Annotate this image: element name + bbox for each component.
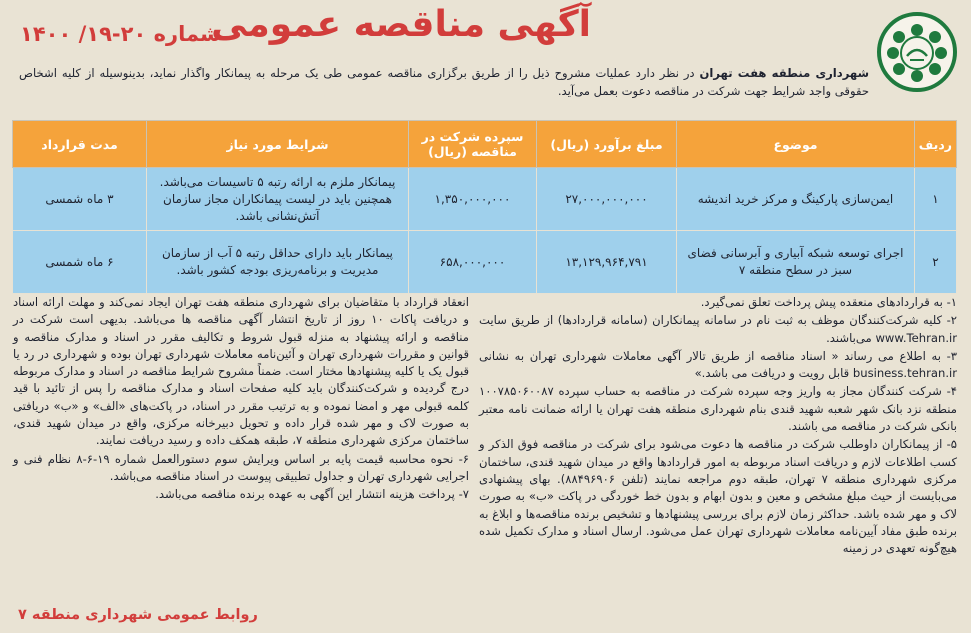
conditions-column-right	[479, 294, 957, 558]
public-relations-signature: روابط عمومی شهرداری منطقه ۷	[18, 607, 258, 623]
notice-number: شماره ۲۰-۱۹/ ۱۴۰۰	[20, 22, 221, 46]
header-index: ردیف	[915, 121, 957, 168]
cell-estimate: ۲۷,۰۰۰,۰۰۰,۰۰۰	[537, 168, 677, 231]
condition-item: ۶- نحوه محاسبه قیمت پایه بر اساس ویرایش سوم دستورالعمل شماره ۱۹-۶-۸ نظام فنی و اجرایی شهرداری تهران و جداول تطبیقی پیوست در اسناد مناقصه می‌باشد.	[13, 451, 469, 483]
cell-subject: اجرای توسعه شبکه آبیاری و آبرسانی فضای سبز در سطح منطقه ۷	[677, 231, 915, 294]
cell-duration: ۳ ماه شمسی	[13, 168, 147, 231]
cell-conditions: پیمانکار ملزم به ارائه رتبه ۵ تاسیسات می‌باشد. همچنین باید در لیست پیمانکاران مجاز سازمان آتش‌نشانی باشد.	[147, 168, 409, 231]
condition-item: ۷- پرداخت هزینه انتشار این آگهی به عهده برنده مناقصه می‌باشد.	[155, 487, 469, 502]
condition-item: ۱- به قراردادهای منعقده پیش پرداخت تعلق نمی‌گیرد.	[700, 295, 957, 309]
condition-item: ۴- شرکت کنندگان مجاز به واریز وجه سپرده شرکت در مناقصه به حساب سپرده ۱۰۰۷۸۵۰۶۰۰۸۷ منطقه نزد بانک شهر شعبه شهید قندی بنام شهرداری منطقه هفت تهران یا ارائه ضمانت نامه معتبر بانکی شرکت در مناقصه می باشند.	[479, 384, 957, 434]
condition-item: ۳- به اطلاع می رساند « اسناد مناقصه از طریق تالار آگهی معاملات شهرداری تهران به نشانی business.tehran.ir قابل رویت و دریافت می باشد.»	[479, 348, 957, 381]
cell-index: ۲	[915, 231, 957, 294]
header-conditions: شرایط مورد نیاز	[147, 121, 409, 168]
cell-deposit: ۶۵۸,۰۰۰,۰۰۰	[409, 231, 537, 294]
header-subject: موضوع	[677, 121, 915, 168]
table-row	[13, 168, 957, 231]
condition-item: ۲- کلیه شرکت‌کنندگان موظف به ثبت نام در سامانه پیمانکاران (سامانه قراردادها) از طریق سایت www.Tehran.ir می‌باشند.	[479, 313, 957, 345]
cell-conditions: پیمانکار باید دارای حداقل رتبه ۵ آب از سازمان مدیریت و برنامه‌ریزی بودجه کشور باشد.	[147, 231, 409, 294]
tehran-municipality-logo-icon	[877, 12, 957, 92]
cell-duration: ۶ ماه شمسی	[13, 231, 147, 294]
intro-text: در نظر دارد عملیات مشروح ذیل را از طریق برگزاری مناقصه عمومی طی یک مرحله به پیمانکار واگذار نماید، بدینوسیله از کلیه اشخاص حقوقی واجد شرایط جهت شرکت در مناقصه دعوت بعمل می‌آید.	[19, 66, 869, 98]
table-header-row	[13, 121, 957, 168]
cell-index: ۱	[915, 168, 957, 231]
table-row	[13, 231, 957, 294]
cell-subject: ایمن‌سازی پارکینگ و مرکز خرید اندیشه	[677, 168, 915, 231]
condition-item: انعقاد قرارداد با متقاضیان برای شهرداری منطقه هفت تهران ایجاد نمی‌کند و مهلت ارائه اسناد و دریافت پاکات ۱۰ روز از تاریخ انتشار آگهی مناقصه ها می‌باشد. بدیهی است شرکت در مناقصه و ارائه پیشنهاد به منزله قبول شروط و تکالیف مقرر در اسناد و مدارک مناقصه و قوانین و مقررات شهرداری تهران و آئین‌نامه معاملات شهرداری تهران بوده و شهرداری در رد یا قبول یک یا کلیه پیشنهادها مختار است. ضمناً مشروح شرایط مناقصه در اسناد و مدارک مربوطه درج گردیده و شرکت‌کنندگان باید کلیه صفحات اسناد و مدارک مناقصه را پس از تائید با قید کلمه قبولی مهر و امضا نموده و به ترتیب مقرر در اسناد، در پاکت‌های «الف» و «ب» دریافتی به صورت لاک و مهر شده قرار داده و تحویل دبیرخانه مرکزی، واقع در میدان شهید قندی، ساختمان مرکزی شهرداری منطقه ۷، طبقه همکف داده و رسید دریافت نمایند.	[13, 295, 469, 448]
cell-deposit: ۱,۳۵۰,۰۰۰,۰۰۰	[409, 168, 537, 231]
header-duration: مدت قرارداد	[13, 121, 147, 168]
condition-item: ۵- از پیمانکاران داوطلب شرکت در مناقصه ها دعوت می‌شود برای شرکت در مناقصه فوق الذکر و کسب اطلاعات لازم و دریافت اسناد مربوطه به امور قراردادها واقع در میدان شهید قندی، ساختمان مرکزی شهرداری منطقه ۷ تهران، طبقه دوم مراجعه نمایند (تلفن ۸۸۴۹۶۹۰۶). بهای پیشنهادی می‌بایست از حیث مبلغ مشخص و معین و بدون ابهام و بدون خط خوردگی در پاکت «ب» به صورت لاک و مهر شده باشد. حداکثر زمان لازم برای بررسی پیشنهادها و تشخیص برنده مناقصه‌ها و ابلاغ به برنده طبق مفاد آیین‌نامه معاملات شهرداری تهران عمل می‌شود. ارسال اسناد و مدارک تکمیل شده هیچ‌گونه تعهدی در زمینه	[479, 437, 957, 556]
notice-title: آگهی مناقصه عمومی	[211, 4, 591, 45]
header-estimate: مبلغ برآورد (ریال)	[537, 121, 677, 168]
header-deposit: سپرده شرکت در مناقصه (ریال)	[409, 121, 537, 168]
tender-table	[12, 120, 957, 294]
conditions-column-left	[13, 294, 469, 505]
intro-paragraph	[19, 64, 869, 100]
cell-estimate: ۱۳,۱۲۹,۹۶۴,۷۹۱	[537, 231, 677, 294]
intro-organization: شهرداری منطقه هفت تهران	[699, 66, 869, 80]
